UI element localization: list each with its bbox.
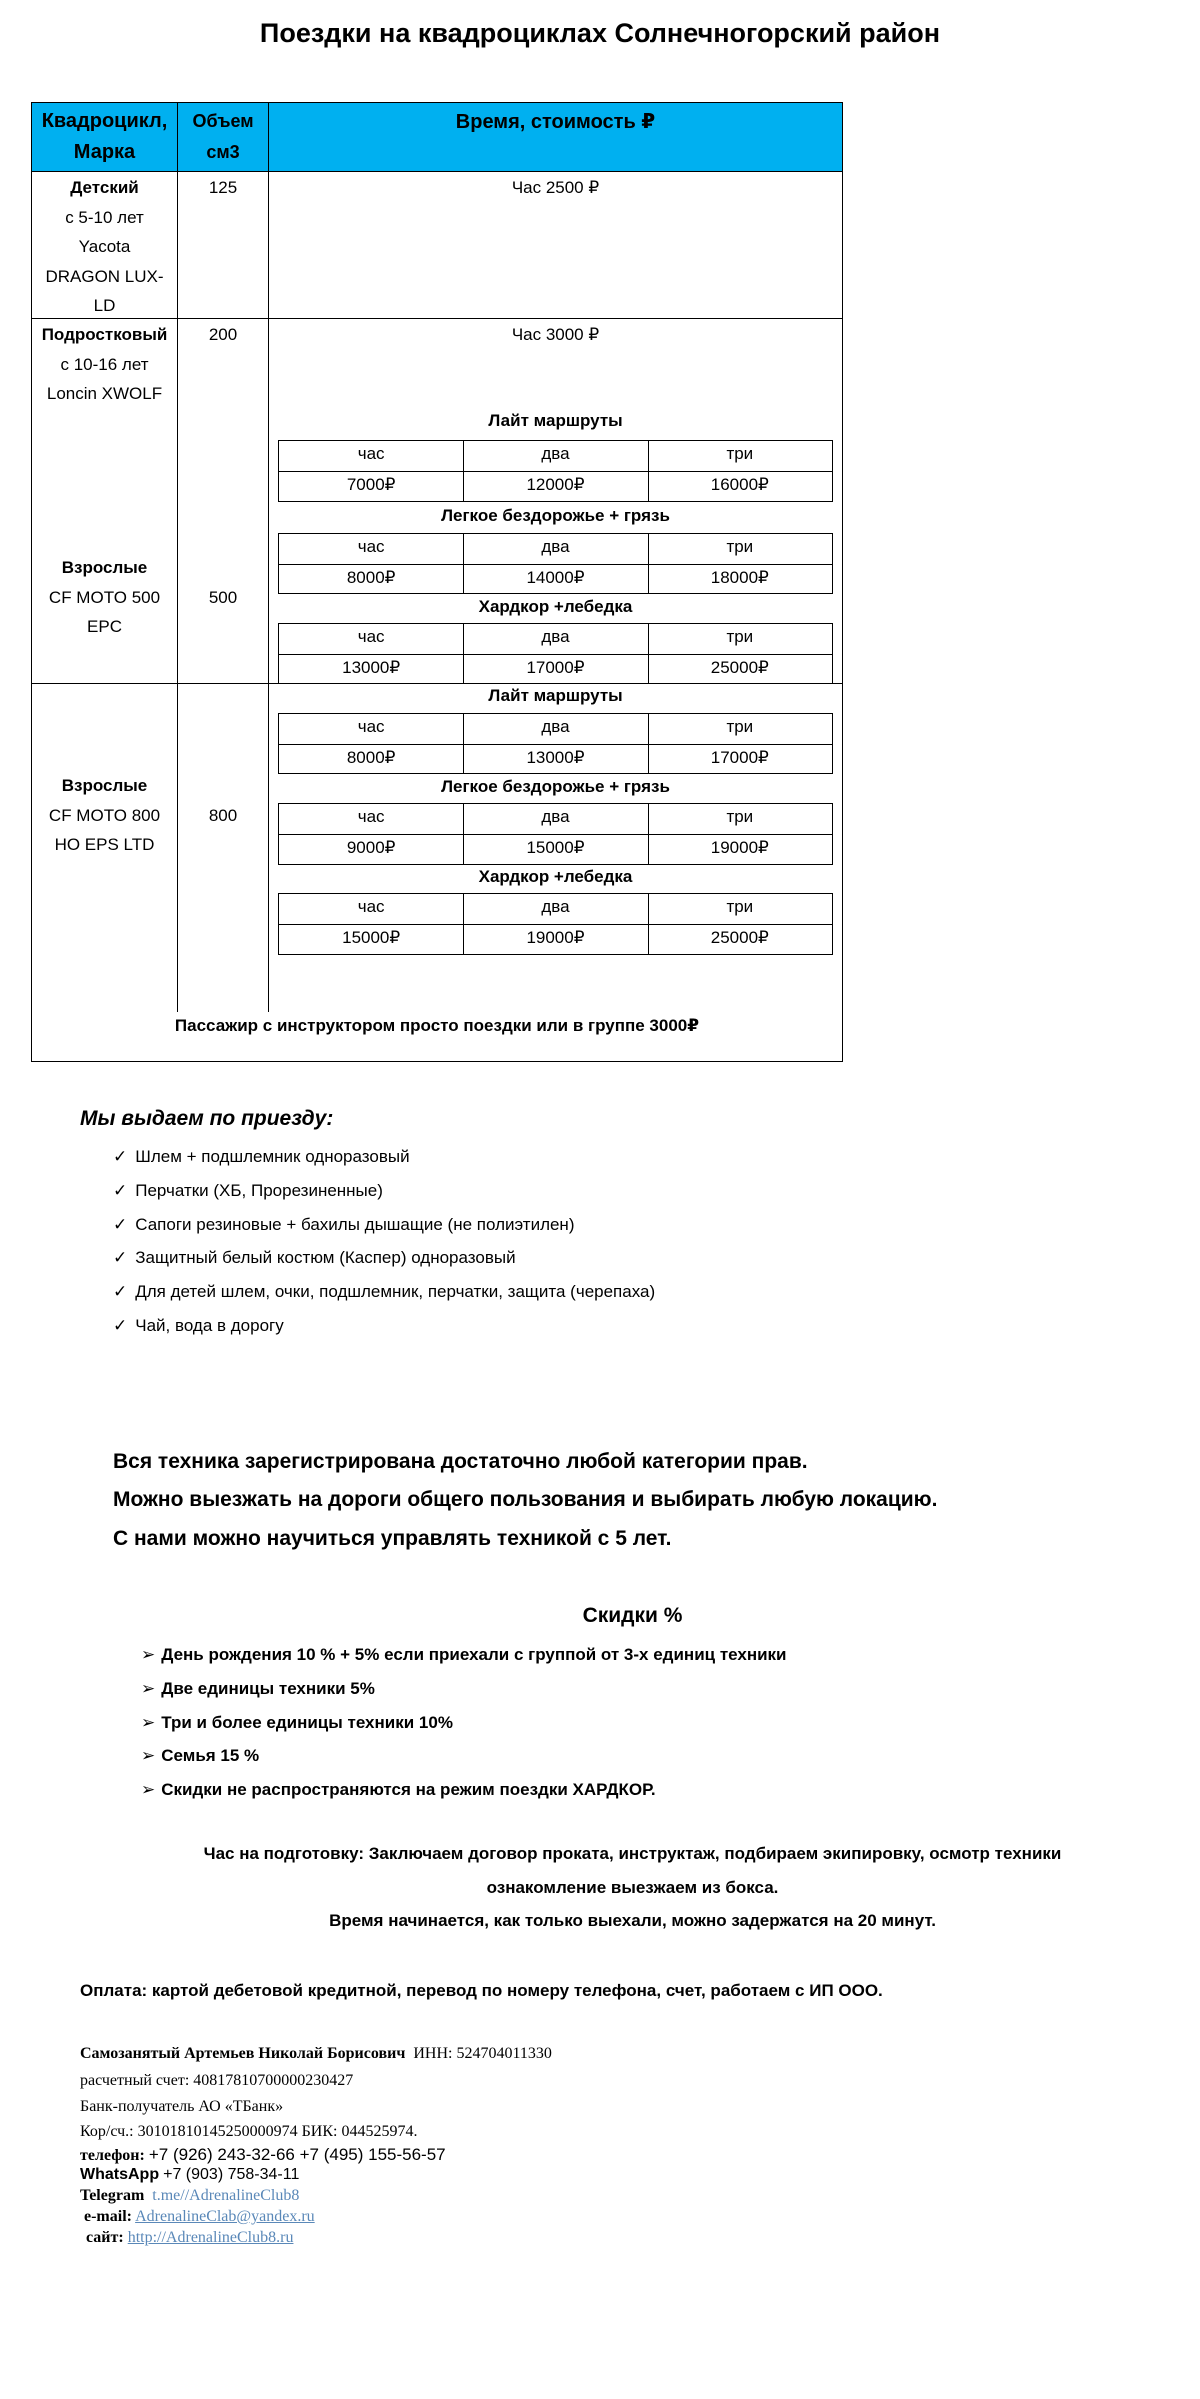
price-subtable bbox=[278, 803, 833, 865]
sub-head: два bbox=[541, 807, 570, 826]
section-title: Хардкор +лебедка bbox=[478, 597, 633, 616]
sub-head: час bbox=[357, 717, 385, 736]
sub-head: час bbox=[357, 444, 385, 463]
sub-head: три bbox=[726, 807, 754, 826]
list-item: ✓ Для детей шлем, очки, подшлемник, перчатки, защита (черепаха) bbox=[113, 1280, 655, 1314]
list-item: ➢ Семья 15 % bbox=[141, 1744, 787, 1778]
contact-telegram bbox=[80, 2187, 299, 2205]
phone-label: телефон: bbox=[80, 2147, 145, 2164]
passenger-note: Пассажир с инструктором просто поездки или в группе 3000₽ bbox=[174, 1016, 700, 1035]
section-title: Легкое бездорожье + грязь bbox=[441, 777, 670, 796]
whatsapp-value[interactable]: +7 (903) 758-34-11 bbox=[163, 2166, 300, 2183]
contact-bank: Банк-получатель АО «ТБанк» bbox=[80, 2098, 284, 2115]
sub-value: 19000₽ bbox=[710, 838, 769, 857]
row-line: LD bbox=[93, 296, 116, 315]
sub-head: два bbox=[541, 444, 570, 463]
sub-head: час bbox=[357, 897, 385, 916]
sub-head: три bbox=[726, 897, 754, 916]
row-line: с 10-16 лет bbox=[60, 354, 149, 374]
sub-value: 13000₽ bbox=[526, 748, 585, 767]
sub-head: два bbox=[541, 537, 570, 556]
sub-value: 18000₽ bbox=[710, 568, 769, 587]
sub-value: 8000₽ bbox=[346, 568, 396, 587]
table-row-adult-500 bbox=[32, 553, 177, 642]
sub-head: три bbox=[726, 717, 754, 736]
table-row-child bbox=[32, 173, 177, 321]
header-model: Квадроцикл, Марка bbox=[41, 110, 168, 163]
price-subtable bbox=[278, 893, 833, 955]
section-title: Лайт маршруты bbox=[488, 411, 623, 430]
telegram-link[interactable]: t.me//AdrenalineClub8 bbox=[152, 2187, 300, 2204]
price-subtable bbox=[278, 713, 833, 774]
section-title: Легкое бездорожье + грязь bbox=[441, 506, 670, 525]
telegram-label: Telegram bbox=[80, 2187, 145, 2204]
sub-value: 25000₽ bbox=[710, 658, 769, 677]
contact-phone bbox=[80, 2145, 446, 2165]
email-label: e-mail: bbox=[84, 2208, 132, 2225]
discounts-list bbox=[141, 1643, 787, 1812]
list-item: ✓ Перчатки (ХБ, Прорезиненные) bbox=[113, 1179, 655, 1213]
header-price: Время, стоимость ₽ bbox=[455, 111, 656, 133]
info-line: Можно выезжать на дороги общего пользования и выбирать любую локацию. bbox=[113, 1488, 938, 1511]
contact-email bbox=[84, 2208, 315, 2226]
row-line: Yacota bbox=[78, 237, 131, 256]
row-line: CF MOTO 800 bbox=[48, 805, 161, 825]
list-item: ➢ День рождения 10 % + 5% если приехали с группой от 3-х единиц техники bbox=[141, 1643, 787, 1677]
row-name: Детский bbox=[70, 178, 139, 197]
list-item: ✓ Чай, вода в дорогу bbox=[113, 1314, 655, 1348]
contact-whatsapp bbox=[80, 2166, 299, 2184]
row-line: CF MOTO 500 bbox=[48, 587, 161, 607]
price-subtable bbox=[278, 440, 833, 502]
sub-value: 7000₽ bbox=[346, 475, 396, 494]
inn: ИНН: 524704011330 bbox=[413, 2045, 552, 2062]
sub-head: час bbox=[357, 537, 385, 556]
row-volume: 125 bbox=[208, 178, 238, 197]
sub-head: три bbox=[726, 444, 754, 463]
sub-value: 14000₽ bbox=[526, 568, 585, 587]
site-link[interactable]: http://AdrenalineClub8.ru bbox=[127, 2229, 294, 2246]
header-volume: Объем см3 bbox=[192, 111, 254, 162]
prep-line: ознакомление выезжаем из бокса. bbox=[486, 1878, 779, 1897]
list-item: ➢ Три и более единицы техники 10% bbox=[141, 1711, 787, 1745]
sub-head: два bbox=[541, 627, 570, 646]
row-line: с 5-10 лет bbox=[65, 207, 144, 227]
section-title: Хардкор +лебедка bbox=[478, 867, 633, 886]
row-line: HO EPS LTD bbox=[54, 835, 155, 854]
row-volume: 500 bbox=[208, 588, 238, 607]
list-item: ✓ Сапоги резиновые + бахилы дышащие (не полиэтилен) bbox=[113, 1213, 655, 1247]
sub-value: 12000₽ bbox=[526, 475, 585, 494]
row-line: Loncin XWOLF bbox=[46, 384, 163, 403]
row-name: Подростковый bbox=[41, 325, 168, 344]
row-line: EPC bbox=[87, 617, 122, 636]
prep-line: Время начинается, как только выехали, можно задержатся на 20 минут. bbox=[329, 1911, 936, 1930]
price-table bbox=[31, 102, 843, 1062]
row-name: Взрослые bbox=[61, 558, 148, 577]
equipment-heading: Мы выдаем по приезду: bbox=[80, 1107, 334, 1130]
list-item: ➢ Две единицы техники 5% bbox=[141, 1677, 787, 1711]
email-link[interactable]: AdrenalineClab@yandex.ru bbox=[135, 2208, 315, 2225]
sub-value: 19000₽ bbox=[526, 928, 585, 947]
row-name: Взрослые bbox=[61, 776, 148, 795]
sub-value: 17000₽ bbox=[526, 658, 585, 677]
sub-value: 17000₽ bbox=[710, 748, 769, 767]
sub-value: 15000₽ bbox=[342, 928, 401, 947]
table-header bbox=[32, 103, 842, 172]
sub-head: два bbox=[541, 897, 570, 916]
whatsapp-label: WhatsApp bbox=[80, 2166, 160, 2183]
sub-value: 9000₽ bbox=[346, 838, 396, 857]
contact-site bbox=[86, 2229, 293, 2247]
list-item: ✓ Шлем + подшлемник одноразовый bbox=[113, 1145, 655, 1179]
section-title: Лайт маршруты bbox=[488, 686, 623, 705]
phone-value[interactable]: +7 (926) 243-32-66 +7 (495) 155-56-57 bbox=[148, 2145, 446, 2164]
row-price: Час 2500 ₽ bbox=[511, 178, 600, 197]
price-subtable bbox=[278, 623, 833, 684]
table-row-adult-800 bbox=[32, 771, 177, 860]
prep-line: Час на подготовку: Заключаем договор проката, инструктаж, подбираем экипировку, осмотр техники bbox=[203, 1844, 1062, 1863]
equipment-list bbox=[113, 1145, 655, 1348]
row-volume: 800 bbox=[208, 806, 238, 825]
row-price: Час 3000 ₽ bbox=[511, 325, 600, 344]
site-label: сайт: bbox=[86, 2229, 124, 2246]
page-title: Поездки на квадроциклах Солнечногорский район bbox=[259, 18, 941, 48]
sub-value: 13000₽ bbox=[342, 658, 401, 677]
discounts-title: Скидки % bbox=[582, 1604, 683, 1627]
table-row-teen bbox=[32, 320, 177, 409]
sub-value: 25000₽ bbox=[710, 928, 769, 947]
price-subtable bbox=[278, 533, 833, 594]
contact-kor: Кор/сч.: 30101810145250000974 БИК: 044525974. bbox=[80, 2123, 418, 2140]
sub-head: два bbox=[541, 717, 570, 736]
sub-value: 16000₽ bbox=[710, 475, 769, 494]
payment-note: Оплата: картой дебетовой кредитной, перевод по номеру телефона, счет, работаем с ИП ООО. bbox=[80, 1981, 883, 2000]
list-item: ➢ Скидки не распространяются на режим поездки ХАРДКОР. bbox=[141, 1778, 787, 1812]
sub-head: час bbox=[357, 627, 385, 646]
contact-owner bbox=[80, 2045, 552, 2063]
info-line: Вся техника зарегистрирована достаточно любой категории прав. bbox=[113, 1450, 808, 1473]
sub-head: три bbox=[726, 627, 754, 646]
list-item: ✓ Защитный белый костюм (Каспер) одноразовый bbox=[113, 1246, 655, 1280]
sub-head: три bbox=[726, 537, 754, 556]
contact-account: расчетный счет: 40817810700000230427 bbox=[80, 2072, 354, 2089]
sub-value: 8000₽ bbox=[346, 748, 396, 767]
row-line: DRAGON LUX- bbox=[45, 266, 164, 286]
sub-value: 15000₽ bbox=[526, 838, 585, 857]
row-volume: 200 bbox=[208, 325, 238, 344]
info-line: С нами можно научиться управлять техникой с 5 лет. bbox=[113, 1527, 672, 1550]
owner-name: Самозанятый Артемьев Николай Борисович bbox=[80, 2045, 406, 2062]
sub-head: час bbox=[357, 807, 385, 826]
